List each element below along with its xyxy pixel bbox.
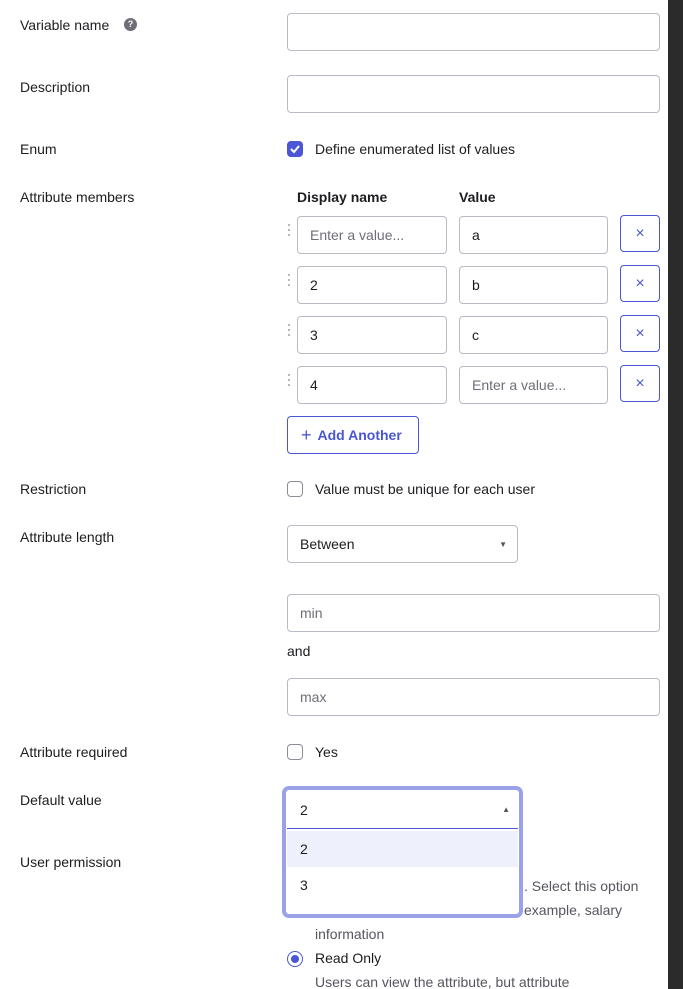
- variable-name-label: Variable name: [20, 17, 110, 33]
- attribute-length-select[interactable]: [287, 525, 518, 563]
- caret-up-icon: ▲: [502, 805, 510, 814]
- restriction-checkbox-label: Value must be unique for each user: [315, 481, 535, 497]
- read-only-label: Read Only: [315, 950, 382, 966]
- attribute-length-value: Between: [300, 536, 355, 552]
- value-input-4[interactable]: [459, 366, 608, 404]
- remove-row-button-2[interactable]: ×: [620, 265, 660, 302]
- dropdown-option[interactable]: 2: [287, 831, 518, 867]
- permission-description-line-3: information: [315, 926, 385, 942]
- enum-checkbox-label: Define enumerated list of values: [315, 141, 515, 157]
- drag-handle-icon[interactable]: [287, 374, 291, 388]
- display-name-input-3[interactable]: [297, 316, 447, 354]
- attribute-required-label: Attribute required: [20, 744, 128, 760]
- attribute-members-label: Attribute members: [20, 189, 135, 205]
- permission-description-line-1: . Select this option: [524, 878, 639, 894]
- enum-checkbox[interactable]: [287, 141, 303, 157]
- user-permission-label: User permission: [20, 854, 122, 870]
- default-value-label: Default value: [20, 792, 102, 808]
- restriction-label: Restriction: [20, 481, 87, 497]
- drag-handle-icon[interactable]: [287, 324, 291, 338]
- dropdown-option[interactable]: 3: [300, 877, 308, 893]
- restriction-checkbox[interactable]: [287, 481, 303, 497]
- plus-icon: +: [301, 425, 312, 445]
- value-input-1[interactable]: [459, 216, 608, 254]
- and-text: and: [287, 643, 311, 659]
- variable-name-input[interactable]: [287, 13, 660, 51]
- add-another-button[interactable]: [287, 416, 419, 454]
- default-value-selected: 2: [300, 802, 308, 818]
- display-name-input-2[interactable]: [297, 266, 447, 304]
- default-value-select[interactable]: [287, 791, 518, 829]
- value-input-3[interactable]: [459, 316, 608, 354]
- max-length-input[interactable]: [287, 678, 660, 716]
- permission-description-line-2: example, salary: [524, 902, 623, 918]
- add-another-label: Add Another: [317, 427, 402, 443]
- value-input-2[interactable]: [459, 266, 608, 304]
- enum-label: Enum: [20, 141, 57, 157]
- display-name-input-4[interactable]: [297, 366, 447, 404]
- remove-row-button-1[interactable]: ×: [620, 215, 660, 252]
- value-column-header: Value: [459, 189, 496, 205]
- attribute-required-checkbox-label: Yes: [315, 744, 338, 760]
- check-icon: [290, 144, 300, 154]
- attribute-length-label: Attribute length: [20, 529, 115, 545]
- drag-handle-icon[interactable]: [287, 274, 291, 288]
- min-length-input[interactable]: [287, 594, 660, 632]
- read-only-description: Users can view the attribute, but attribute: [315, 974, 570, 989]
- remove-row-button-4[interactable]: ×: [620, 365, 660, 402]
- drag-handle-icon[interactable]: [287, 224, 291, 238]
- remove-row-button-3[interactable]: ×: [620, 315, 660, 352]
- display-name-input-1[interactable]: [297, 216, 447, 254]
- help-icon[interactable]: ?: [124, 18, 137, 31]
- attribute-required-checkbox[interactable]: [287, 744, 303, 760]
- default-value-dropdown[interactable]: [282, 786, 523, 918]
- display-name-column-header: Display name: [297, 189, 388, 205]
- description-label: Description: [20, 79, 91, 95]
- read-only-radio[interactable]: [287, 951, 303, 967]
- caret-down-icon: ▼: [499, 540, 507, 549]
- description-input[interactable]: [287, 75, 660, 113]
